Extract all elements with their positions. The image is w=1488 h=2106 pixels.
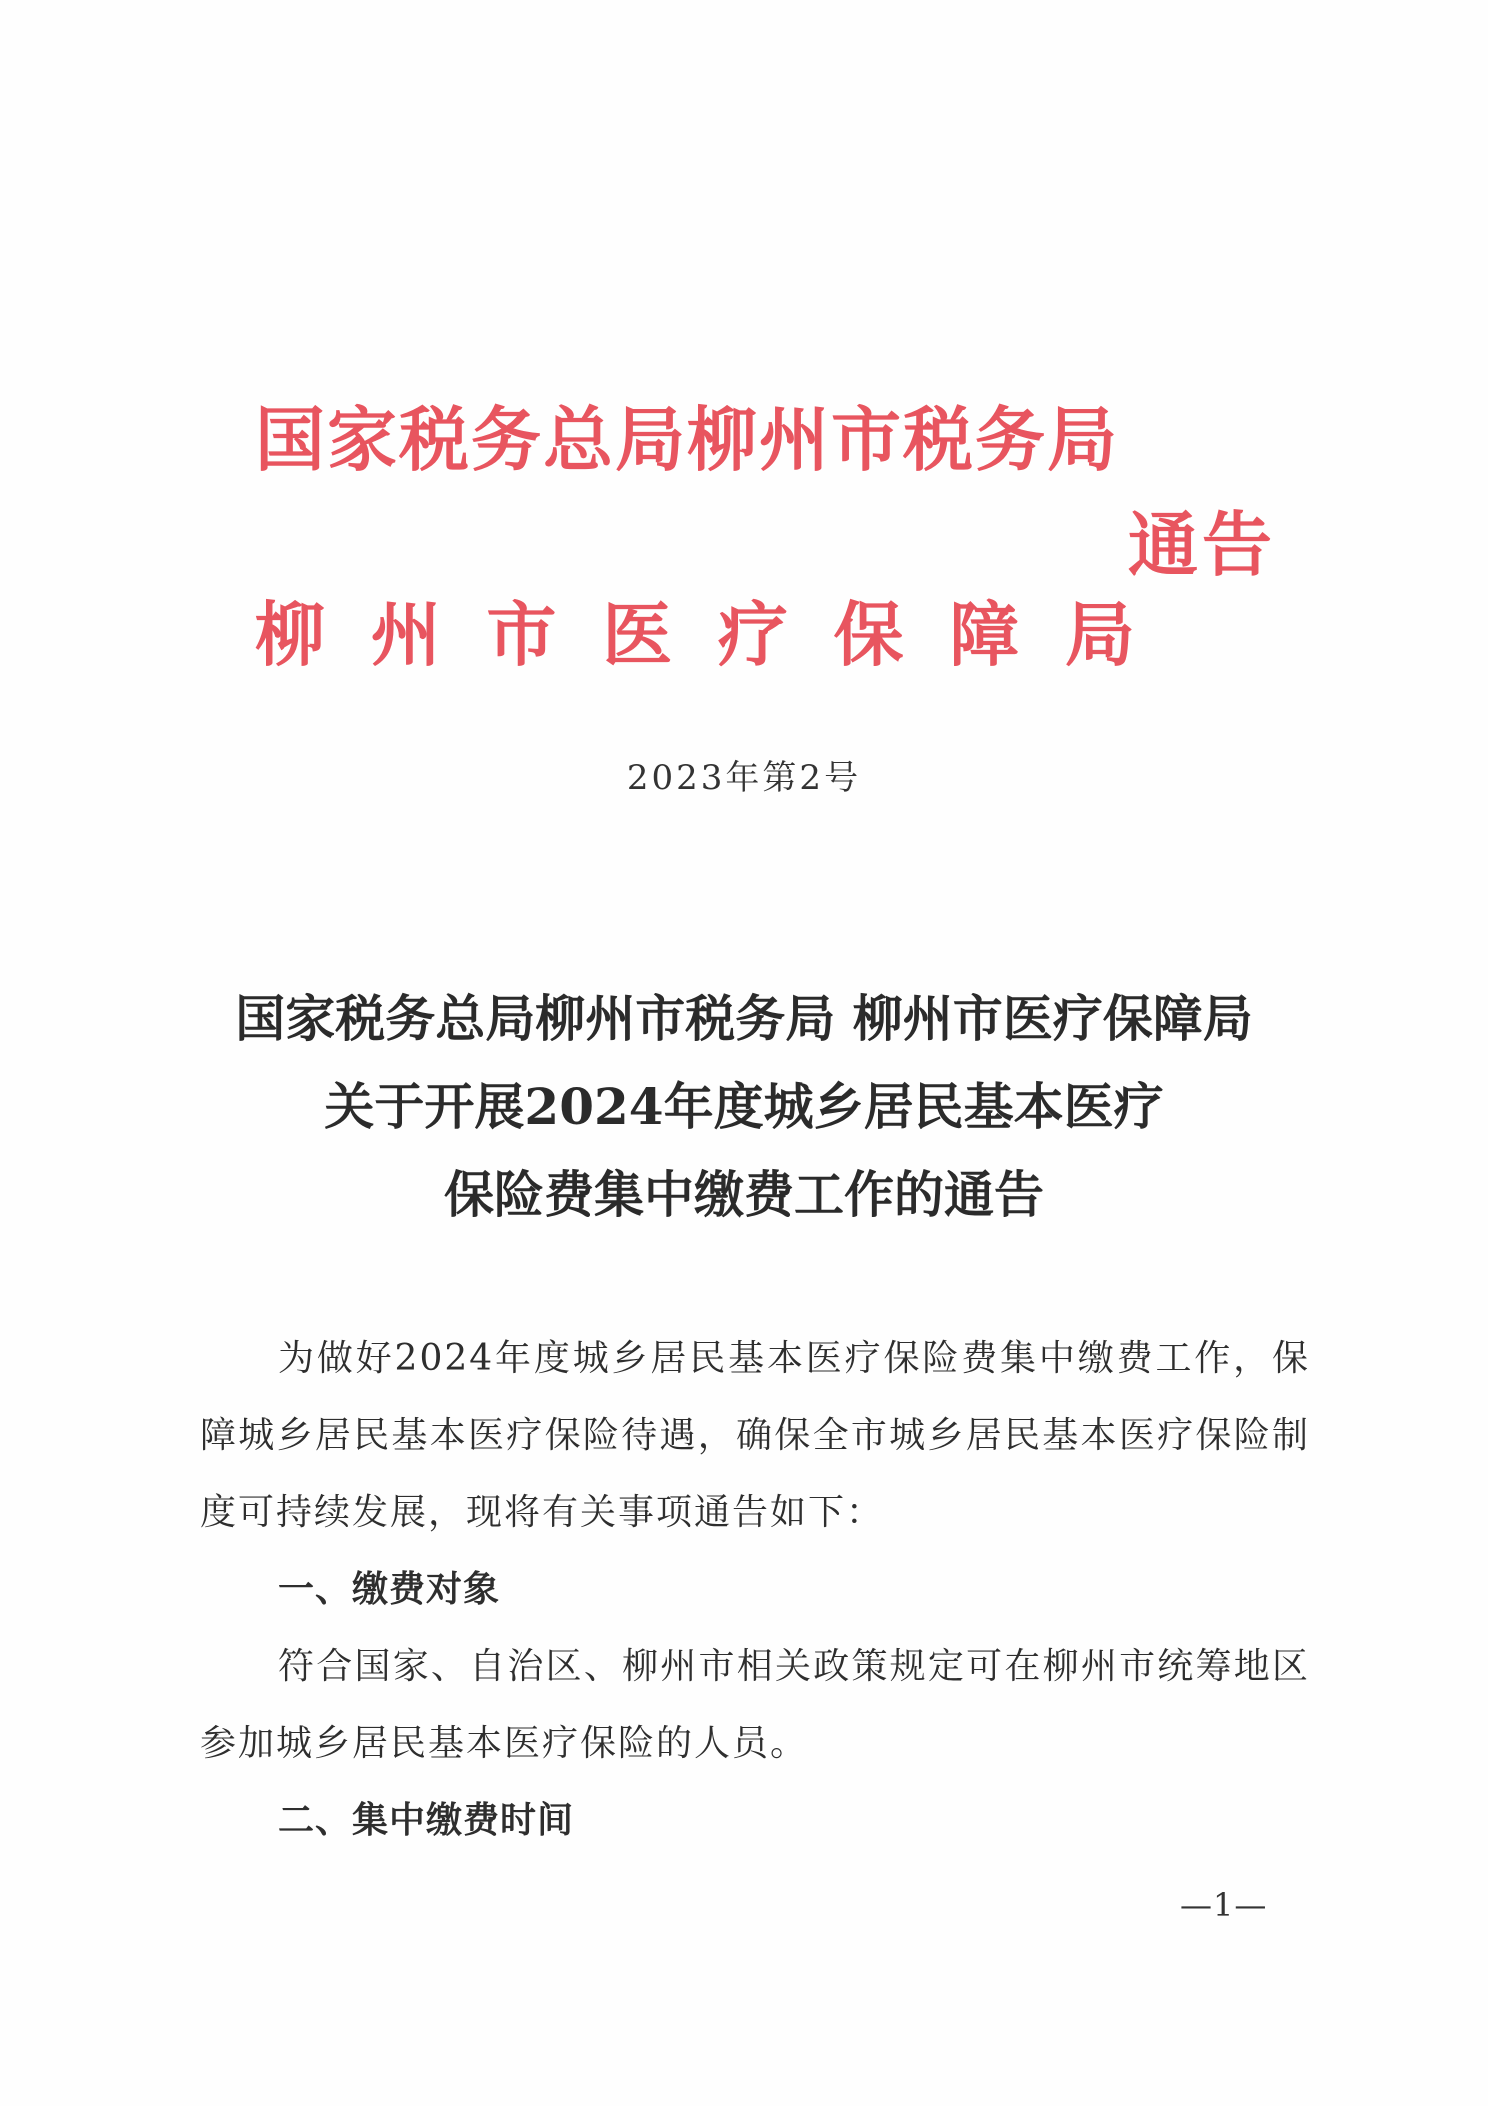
issuer-char: 医 xyxy=(602,593,673,676)
page-number: —1— xyxy=(1180,1886,1268,1924)
issuer-char: 局 xyxy=(1064,593,1135,676)
title-line-1: 国家税务总局柳州市税务局 柳州市医疗保障局 xyxy=(235,989,1253,1048)
section-heading-1: 一、缴费对象 xyxy=(278,1569,501,1610)
section-1-paragraph: 符合国家、自治区、柳州市相关政策规定可在柳州市统筹地区参加城乡居民基本医疗保险的人员。 xyxy=(200,1646,1310,1764)
document-number: 2023年第2号 xyxy=(626,758,862,798)
issuer-char: 保 xyxy=(833,593,904,676)
notice-label: 通告 xyxy=(1128,503,1276,586)
document-body xyxy=(200,1320,1310,1859)
issuer-char: 州 xyxy=(370,593,441,676)
issuer-char: 障 xyxy=(949,593,1020,676)
title-line-3: 保险费集中缴费工作的通告 xyxy=(444,1165,1044,1224)
title-line-2: 关于开展2024年度城乡居民基本医疗 xyxy=(324,1077,1164,1136)
intro-paragraph: 为做好2024年度城乡居民基本医疗保险费集中缴费工作，保障城乡居民基本医疗保险待遇，确保全市城乡居民基本医疗保险制度可持续发展，现将有关事项通告如下： xyxy=(200,1338,1310,1533)
document-title xyxy=(0,975,1488,1239)
issuer-medical-security-bureau xyxy=(255,593,1135,676)
issuer-char: 疗 xyxy=(717,593,788,676)
issuer-tax-bureau: 国家税务总局柳州市税务局 xyxy=(255,398,1119,481)
issuer-char: 市 xyxy=(486,593,557,676)
issuer-char: 柳 xyxy=(255,593,325,676)
section-heading-2: 二、集中缴费时间 xyxy=(278,1800,575,1841)
